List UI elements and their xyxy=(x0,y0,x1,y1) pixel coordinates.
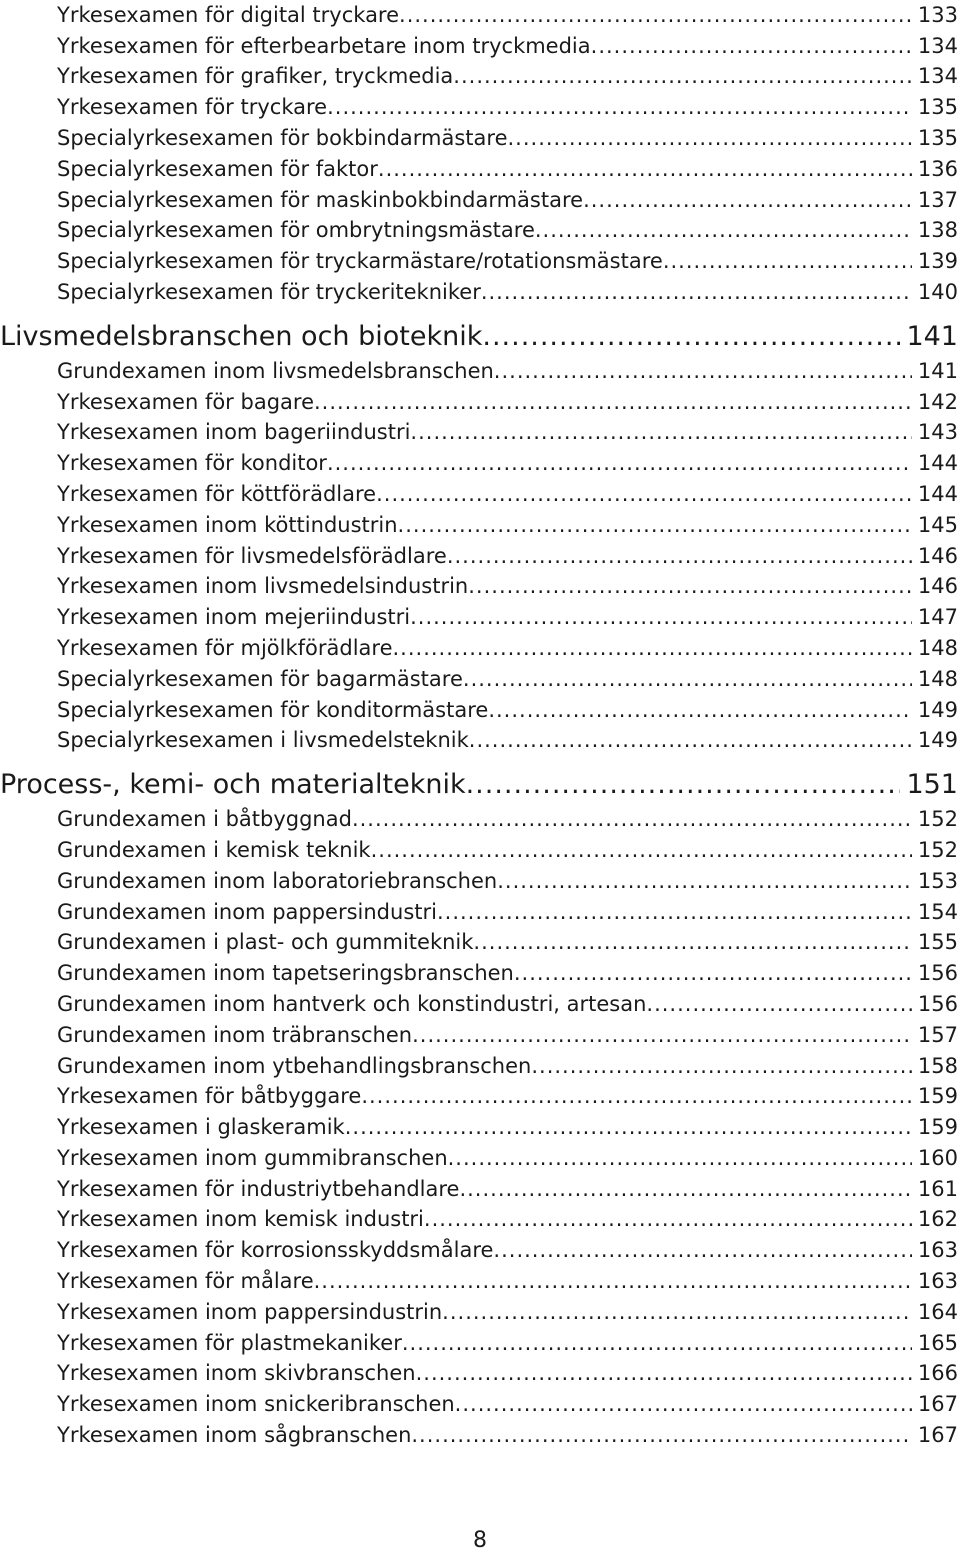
toc-entry[interactable] xyxy=(0,448,958,479)
dot-leader xyxy=(466,769,901,804)
toc-entry[interactable] xyxy=(0,185,958,216)
toc-entry[interactable] xyxy=(0,958,958,989)
toc-entry-title: Yrkesexamen inom livsmedelsindustrin xyxy=(57,574,469,599)
toc-entry-title: Yrkesexamen för korrosionsskyddsmålare xyxy=(57,1238,494,1263)
dot-leader xyxy=(646,992,912,1020)
toc-section-heading-title: Livsmedelsbranschen och bioteknik xyxy=(0,320,483,352)
toc-entry[interactable] xyxy=(0,1051,958,1082)
toc-entry-page-number: 158 xyxy=(917,1053,958,1078)
toc-entry-page-number: 163 xyxy=(917,1269,958,1294)
toc-entry-page-number: 147 xyxy=(917,605,958,630)
toc-entry-page-number: 144 xyxy=(917,451,958,476)
toc-entry-title: Yrkesexamen inom pappersindustrin xyxy=(57,1299,443,1324)
toc-entry-title: Specialyrkesexamen för bokbindarmästare xyxy=(57,125,508,150)
toc-entry-title: Yrkesexamen inom gummibranschen xyxy=(57,1145,448,1170)
toc-entry-title: Yrkesexamen inom snickeribranschen xyxy=(57,1392,455,1417)
toc-entry-page-number: 133 xyxy=(917,2,958,27)
toc-entry-title: Yrkesexamen inom bageriindustri xyxy=(57,420,411,445)
toc-entry-title: Yrkesexamen för konditor xyxy=(57,451,327,476)
toc-entry-title: Yrkesexamen för mjölkförädlare xyxy=(57,635,393,660)
toc-entry-page-number: 141 xyxy=(917,358,958,383)
toc-entry-page-number: 136 xyxy=(917,156,958,181)
dot-leader xyxy=(371,838,912,866)
toc-entry[interactable] xyxy=(0,866,958,897)
dot-leader xyxy=(508,126,912,154)
toc-entry-page-number: 167 xyxy=(917,1423,958,1448)
toc-entry[interactable] xyxy=(0,726,958,757)
toc-entry[interactable] xyxy=(0,510,958,541)
toc-entry[interactable] xyxy=(0,62,958,93)
toc-entry[interactable] xyxy=(0,633,958,664)
dot-leader xyxy=(345,1115,912,1143)
toc-entry[interactable] xyxy=(0,1082,958,1113)
toc-entry-title: Yrkesexamen för plastmekaniker xyxy=(57,1330,402,1355)
toc-entry-title: Yrkesexamen inom kemisk industri xyxy=(57,1207,424,1232)
toc-entry-title: Grundexamen inom träbranschen xyxy=(57,1022,413,1047)
dot-leader xyxy=(591,34,912,62)
toc-entry[interactable] xyxy=(0,1297,958,1328)
toc-entry-page-number: 165 xyxy=(917,1330,958,1355)
toc-entry[interactable] xyxy=(0,897,958,928)
toc-entry[interactable] xyxy=(0,572,958,603)
toc-entry[interactable] xyxy=(0,1420,958,1451)
toc-entry-page-number: 149 xyxy=(917,697,958,722)
toc-entry-title: Yrkesexamen för målare xyxy=(57,1269,314,1294)
toc-entry[interactable] xyxy=(0,479,958,510)
toc-entry-title: Yrkesexamen för köttförädlare xyxy=(57,481,377,506)
toc-entry[interactable] xyxy=(0,0,958,31)
toc-entry-page-number: 149 xyxy=(917,728,958,753)
dot-leader xyxy=(497,869,912,897)
dot-leader xyxy=(442,1300,912,1328)
toc-entry-page-number: 154 xyxy=(917,899,958,924)
toc-entry-page-number: 146 xyxy=(917,574,958,599)
toc-entry-page-number: 159 xyxy=(917,1084,958,1109)
dot-leader xyxy=(424,1207,912,1235)
toc-entry-title: Specialyrkesexamen för tryckarmästare/rotationsmästare xyxy=(57,249,663,274)
toc-entry-page-number: 152 xyxy=(917,807,958,832)
toc-entry-title: Yrkesexamen inom sågbranschen xyxy=(57,1423,412,1448)
dot-leader xyxy=(473,930,911,958)
toc-entry-page-number: 152 xyxy=(917,837,958,862)
toc-entry-title: Specialyrkesexamen för konditormästare xyxy=(57,697,489,722)
toc-entry-page-number: 156 xyxy=(917,991,958,1016)
toc-entry-title: Yrkesexamen för tryckare xyxy=(57,95,328,120)
toc-entry-page-number: 148 xyxy=(917,666,958,691)
dot-leader xyxy=(402,1331,912,1359)
toc-entry-page-number: 164 xyxy=(917,1299,958,1324)
toc-entry-page-number: 159 xyxy=(917,1115,958,1140)
toc-entry-page-number: 145 xyxy=(917,512,958,537)
dot-leader xyxy=(416,1361,912,1389)
toc-entry-title: Grundexamen inom tapetseringsbranschen xyxy=(57,961,514,986)
toc-entry[interactable] xyxy=(0,418,958,449)
toc-entry[interactable] xyxy=(0,1359,958,1390)
toc-entry[interactable] xyxy=(0,1143,958,1174)
dot-leader xyxy=(494,359,912,387)
toc-entry[interactable] xyxy=(0,154,958,185)
toc-entry-page-number: 139 xyxy=(917,249,958,274)
toc-section-heading[interactable] xyxy=(0,318,958,356)
dot-leader xyxy=(583,188,912,216)
dot-leader xyxy=(314,1269,912,1297)
toc-entry-title: Grundexamen i kemisk teknik xyxy=(57,837,371,862)
dot-leader xyxy=(663,249,912,277)
toc-entry[interactable] xyxy=(0,1020,958,1051)
toc-entry[interactable] xyxy=(0,602,958,633)
dot-leader xyxy=(327,451,912,479)
toc-entry-page-number: 155 xyxy=(917,930,958,955)
toc-entry-title: Grundexamen inom hantverk och konstindustri, artesan xyxy=(57,991,647,1016)
toc-section-heading-page-number: 151 xyxy=(906,769,958,801)
toc-entry[interactable] xyxy=(0,356,958,387)
dot-leader xyxy=(361,1084,912,1112)
toc-entry-page-number: 148 xyxy=(917,635,958,660)
dot-leader xyxy=(514,961,912,989)
toc-entry-page-number: 146 xyxy=(917,543,958,568)
toc-entry-page-number: 138 xyxy=(917,218,958,243)
dot-leader xyxy=(411,1423,912,1451)
dot-leader xyxy=(455,1392,912,1420)
toc-entry-page-number: 160 xyxy=(917,1145,958,1170)
dot-leader xyxy=(447,544,912,572)
toc-entry-title: Grundexamen inom pappersindustri xyxy=(57,899,437,924)
toc-entry-page-number: 144 xyxy=(917,481,958,506)
toc-entry[interactable] xyxy=(0,277,958,308)
dot-leader xyxy=(410,605,912,633)
toc-entry-page-number: 161 xyxy=(917,1176,958,1201)
toc-section-heading-title: Process-, kemi- och materialteknik xyxy=(0,769,466,801)
dot-leader xyxy=(376,482,912,510)
toc-entry[interactable] xyxy=(0,835,958,866)
toc-entry[interactable] xyxy=(0,1235,958,1266)
toc-entry-page-number: 166 xyxy=(917,1361,958,1386)
toc-entry[interactable] xyxy=(0,695,958,726)
dot-leader xyxy=(314,390,912,418)
toc-entry-page-number: 137 xyxy=(917,187,958,212)
toc-entry-title: Yrkesexamen för efterbearbetare inom tryckmedia xyxy=(57,33,591,58)
toc-entry[interactable] xyxy=(0,31,958,62)
toc-entry-title: Grundexamen inom laboratoriebranschen xyxy=(57,868,498,893)
toc-entry[interactable] xyxy=(0,92,958,123)
toc-entry-page-number: 135 xyxy=(917,95,958,120)
dot-leader xyxy=(482,321,900,356)
dot-leader xyxy=(378,157,912,185)
toc-entry-title: Specialyrkesexamen i livsmedelsteknik xyxy=(57,728,469,753)
toc-entry-title: Specialyrkesexamen för maskinbokbindarmästare xyxy=(57,187,584,212)
dot-leader xyxy=(459,1177,911,1205)
toc-section-heading-page-number: 141 xyxy=(906,320,958,352)
toc-entry-page-number: 167 xyxy=(917,1392,958,1417)
toc-entry-title: Yrkesexamen inom köttindustrin xyxy=(57,512,398,537)
toc-entry-title: Yrkesexamen inom skivbranschen xyxy=(57,1361,416,1386)
toc-entry[interactable] xyxy=(0,246,958,277)
toc-entry-title: Specialyrkesexamen för tryckeritekniker xyxy=(57,279,481,304)
toc-entry-title: Yrkesexamen inom mejeriindustri xyxy=(57,605,411,630)
dot-leader xyxy=(488,698,912,726)
toc-entry[interactable] xyxy=(0,989,958,1020)
page-number: 8 xyxy=(473,1528,487,1553)
toc-entry[interactable] xyxy=(0,387,958,418)
toc-entry-page-number: 156 xyxy=(917,961,958,986)
dot-leader xyxy=(469,728,912,756)
toc-entry-page-number: 135 xyxy=(917,125,958,150)
dot-leader xyxy=(481,280,912,308)
dot-leader xyxy=(463,667,912,695)
toc-entry-title: Specialyrkesexamen för bagarmästare xyxy=(57,666,463,691)
toc-entry-title: Yrkesexamen för båtbyggare xyxy=(57,1084,362,1109)
toc-entry-page-number: 134 xyxy=(917,64,958,89)
dot-leader xyxy=(437,900,912,928)
dot-leader xyxy=(531,1054,912,1082)
dot-leader xyxy=(535,218,912,246)
toc-entry-page-number: 153 xyxy=(917,868,958,893)
dot-leader xyxy=(448,1146,912,1174)
toc-entry[interactable] xyxy=(0,804,958,835)
dot-leader xyxy=(468,574,912,602)
dot-leader xyxy=(352,807,912,835)
toc-entry[interactable] xyxy=(0,664,958,695)
toc-entry-page-number: 140 xyxy=(917,279,958,304)
toc-entry[interactable] xyxy=(0,1389,958,1420)
toc-entry[interactable] xyxy=(0,123,958,154)
toc-entry-title: Yrkesexamen för grafiker, tryckmedia xyxy=(57,64,454,89)
toc-entry[interactable] xyxy=(0,541,958,572)
toc-entry-title: Grundexamen inom ytbehandlingsbranschen xyxy=(57,1053,532,1078)
toc-entry-page-number: 163 xyxy=(917,1238,958,1263)
toc-entry-page-number: 157 xyxy=(917,1022,958,1047)
dot-leader xyxy=(453,64,912,92)
toc-entry[interactable] xyxy=(0,1328,958,1359)
toc-entry[interactable] xyxy=(0,1112,958,1143)
toc-entry[interactable] xyxy=(0,1266,958,1297)
toc-entry-title: Yrkesexamen för industriytbehandlare xyxy=(57,1176,460,1201)
dot-leader xyxy=(393,636,912,664)
toc-entry[interactable] xyxy=(0,1205,958,1236)
toc-entry-title: Specialyrkesexamen för faktor xyxy=(57,156,378,181)
toc-entry-title: Yrkesexamen för digital tryckare xyxy=(57,2,400,27)
toc-entry-title: Yrkesexamen för bagare xyxy=(57,389,314,414)
dot-leader xyxy=(327,95,912,123)
toc-entry[interactable] xyxy=(0,1174,958,1205)
dot-leader xyxy=(412,1023,912,1051)
toc-entry[interactable] xyxy=(0,928,958,959)
toc-entry-page-number: 134 xyxy=(917,33,958,58)
dot-leader xyxy=(493,1238,911,1266)
toc-entry-page-number: 143 xyxy=(917,420,958,445)
toc-entry-title: Grundexamen i båtbyggnad xyxy=(57,807,352,832)
toc-entry-page-number: 162 xyxy=(917,1207,958,1232)
dot-leader xyxy=(399,3,912,31)
toc-entry[interactable] xyxy=(0,216,958,247)
dot-leader xyxy=(398,513,912,541)
toc-entry-title: Specialyrkesexamen för ombrytningsmästare xyxy=(57,218,535,243)
toc-entry-title: Grundexamen inom livsmedelsbranschen xyxy=(57,358,494,383)
dot-leader xyxy=(410,420,911,448)
toc-entry-page-number: 142 xyxy=(917,389,958,414)
toc-section-heading[interactable] xyxy=(0,766,958,804)
toc-entry-title: Yrkesexamen i glaskeramik xyxy=(57,1115,345,1140)
toc-entry-title: Grundexamen i plast- och gummiteknik xyxy=(57,930,474,955)
toc-entry-title: Yrkesexamen för livsmedelsförädlare xyxy=(57,543,447,568)
